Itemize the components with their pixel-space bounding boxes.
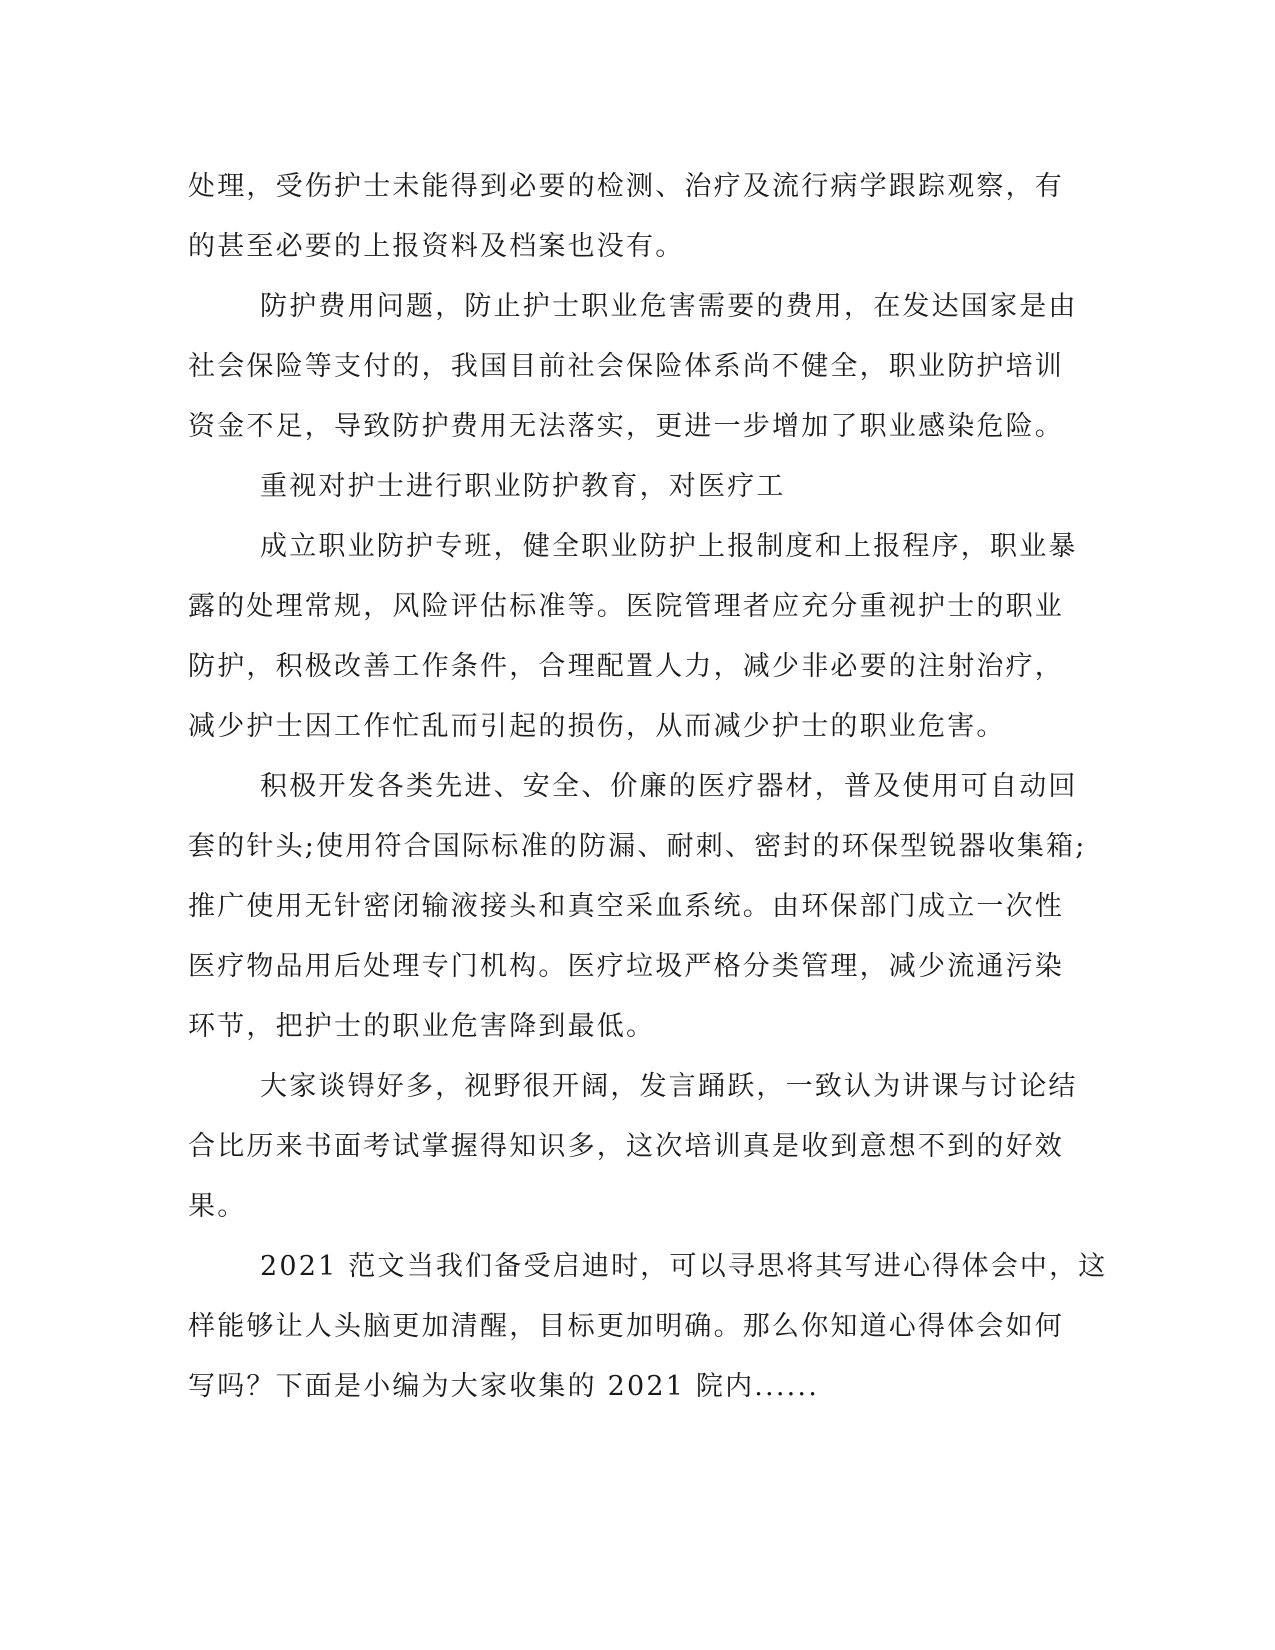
text-line: 重视对护士进行职业防护教育，对医疗工 [260, 471, 786, 502]
paragraph [188, 157, 1074, 277]
text-line: 资金不足，导致防护费用无法落实，更进一步增加了职业感染危险。 [188, 411, 1064, 442]
paragraph [188, 457, 1074, 517]
paragraph [188, 277, 1078, 457]
text-line: 大家谈锝好多，视野很开阔，发言踊跃，一致认为讲课与讨论结 [260, 1071, 1078, 1102]
text-line: 医疗物品用后处理专门机构。医疗垃圾严格分类管理，减少流通污染 [188, 951, 1064, 982]
text-line: 环节，把护士的职业危害降到最低。 [188, 1011, 656, 1042]
paragraph [188, 757, 1087, 1057]
text-line: 2021 范文当我们备受启迪时，可以寻思将其写进心得体会中，这 [260, 1251, 1108, 1282]
text-line: 减少护士因工作忙乱而引起的损伤，从而减少护士的职业危害。 [188, 711, 1006, 742]
text-line: 防护费用问题，防止护士职业危害需要的费用，在发达国家是由 [260, 291, 1078, 322]
document-body [188, 157, 1108, 1417]
text-line: 合比历来书面考试掌握得知识多，这次培训真是收到意想不到的好效 [188, 1131, 1064, 1162]
text-line: 积极开发各类先进、安全、价廉的医疗器材，普及使用可自动回 [260, 771, 1078, 802]
text-line: 处理，受伤护士未能得到必要的检测、治疗及流行病学跟踪观察，有 [188, 171, 1064, 202]
paragraph [188, 1237, 1108, 1417]
paragraph [188, 517, 1078, 757]
text-line: 的甚至必要的上报资料及档案也没有。 [188, 231, 685, 262]
text-line: 写吗？下面是小编为大家收集的 2021 院内...... [188, 1371, 819, 1402]
text-line: 推广使用无针密闭输液接头和真空采血系统。由环保部门成立一次性 [188, 891, 1064, 922]
text-line: 果。 [188, 1191, 247, 1222]
text-line: 成立职业防护专班，健全职业防护上报制度和上报程序，职业暴 [260, 531, 1078, 562]
text-line: 套的针头;使用符合国际标准的防漏、耐刺、密封的环保型锐器收集箱; [188, 831, 1087, 862]
paragraph [188, 1057, 1078, 1237]
text-line: 露的处理常规，风险评估标准等。医院管理者应充分重视护士的职业 [188, 591, 1064, 622]
text-line: 社会保险等支付的，我国目前社会保险体系尚不健全，职业防护培训 [188, 351, 1064, 382]
text-line: 样能够让人头脑更加清醒，目标更加明确。那么你知道心得体会如何 [188, 1311, 1064, 1342]
text-line: 防护，积极改善工作条件，合理配置人力，减少非必要的注射治疗， [188, 651, 1064, 682]
